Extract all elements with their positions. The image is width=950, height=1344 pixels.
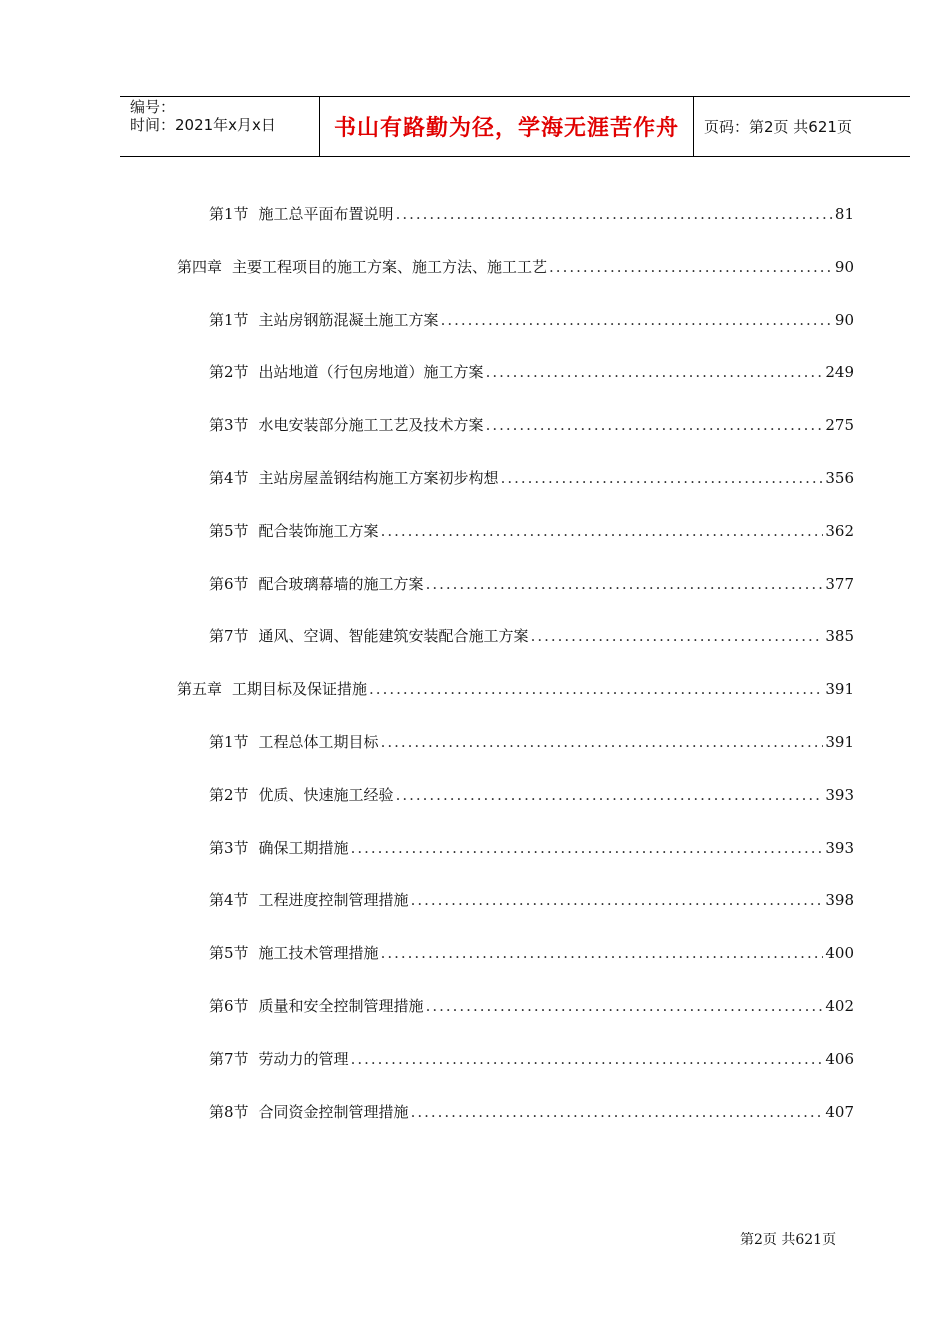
toc-entry-page: 406: [825, 1049, 854, 1068]
toc-entry-title: 主站房钢筋混凝土施工方案: [258, 310, 439, 329]
toc-entry-page: 385: [825, 627, 854, 646]
page-footer: [740, 1229, 860, 1249]
document-code-label: 编号：: [130, 98, 176, 116]
toc-entry-page: 393: [825, 785, 854, 804]
toc-dot-leader: [486, 411, 824, 439]
toc-section-entry[interactable]: [209, 1098, 854, 1126]
toc-entry-number: 第1节: [209, 733, 249, 751]
header-page-cell: [694, 97, 910, 156]
toc-entry-number: 第7节: [209, 1049, 249, 1068]
toc-entry-page: 275: [825, 416, 854, 435]
toc-entry-title: 优质、快速施工经验: [258, 785, 394, 804]
toc-section-entry[interactable]: [209, 464, 854, 492]
toc-entry-title: 质量和安全控制管理措施: [258, 997, 424, 1015]
toc-section-entry[interactable]: [209, 992, 854, 1020]
toc-entry-page: 362: [825, 521, 854, 540]
toc-entry-page: 391: [825, 733, 854, 751]
document-time: 时间：2021年x月x日: [130, 116, 276, 134]
toc-entry-number: 第3节: [209, 416, 249, 435]
header-motto: 书山有路勤为径，学海无涯苦作舟: [333, 116, 679, 141]
toc-dot-leader: [369, 675, 823, 703]
toc-entry-number: 第8节: [209, 1102, 249, 1121]
toc-entry-page: 356: [825, 469, 854, 487]
toc-entry-title: 劳动力的管理: [258, 1049, 349, 1068]
toc-entry-number: 第四章: [177, 257, 223, 276]
header-meta-cell: [120, 97, 320, 156]
header-motto-cell: [320, 97, 694, 156]
toc-entry-page: 407: [825, 1102, 854, 1121]
toc-entry-number: 第2节: [209, 785, 249, 804]
toc-entry-page: 398: [825, 891, 854, 910]
toc-dot-leader: [396, 200, 833, 228]
toc-entry-number: 第4节: [209, 469, 249, 487]
toc-entry-title: 工程进度控制管理措施: [258, 891, 409, 910]
toc-entry-title: 施工技术管理措施: [258, 944, 379, 963]
toc-entry-page: 400: [825, 944, 854, 963]
toc-entry-number: 第4节: [209, 891, 249, 910]
toc-entry-title: 工程总体工期目标: [258, 733, 379, 751]
toc-entry-page: 402: [825, 997, 854, 1015]
toc-section-entry[interactable]: [209, 781, 854, 809]
toc-entry-page: 393: [825, 838, 854, 857]
toc-section-entry[interactable]: [209, 622, 854, 650]
toc-dot-leader: [396, 781, 824, 809]
header-page-info: 页码：第2页 共621页: [704, 118, 852, 136]
toc-dot-leader: [351, 1045, 824, 1073]
toc-entry-title: 主站房屋盖钢结构施工方案初步构想: [258, 469, 499, 487]
toc-entry-number: 第2节: [209, 363, 249, 382]
toc-chapter-entry[interactable]: [177, 253, 854, 281]
toc-dot-leader: [549, 253, 833, 281]
toc-entry-title: 合同资金控制管理措施: [258, 1102, 409, 1121]
toc-section-entry[interactable]: [209, 728, 854, 756]
toc-dot-leader: [426, 992, 824, 1020]
toc-dot-leader: [381, 517, 824, 545]
toc-entry-title: 工期目标及保证措施: [232, 680, 368, 699]
toc-dot-leader: [501, 464, 824, 492]
toc-dot-leader: [351, 834, 824, 862]
toc-entry-page: 81: [834, 205, 854, 223]
toc-dot-leader: [381, 939, 824, 967]
toc-dot-leader: [411, 886, 824, 914]
toc-entry-title: 配合玻璃幕墙的施工方案: [258, 574, 424, 593]
toc-section-entry[interactable]: [209, 1045, 854, 1073]
toc-entry-number: 第1节: [209, 205, 249, 223]
toc-entry-number: 第五章: [177, 680, 223, 699]
toc-section-entry[interactable]: [209, 834, 854, 862]
toc-entry-page: 249: [825, 363, 854, 382]
toc-entry-page: 391: [825, 680, 854, 699]
page-header: [120, 96, 910, 157]
toc-section-entry[interactable]: [209, 570, 854, 598]
toc-section-entry[interactable]: [209, 939, 854, 967]
toc-entry-number: 第5节: [209, 944, 249, 963]
toc-entry-number: 第5节: [209, 521, 249, 540]
toc-section-entry[interactable]: [209, 517, 854, 545]
toc-dot-leader: [411, 1098, 824, 1126]
toc-section-entry[interactable]: [209, 411, 854, 439]
toc-section-entry[interactable]: [209, 306, 854, 334]
toc-chapter-entry[interactable]: [177, 675, 854, 703]
toc-entry-page: 90: [834, 310, 854, 329]
toc-dot-leader: [426, 570, 824, 598]
footer-page-info: 第2页 共621页: [740, 1232, 837, 1248]
toc-dot-leader: [531, 622, 824, 650]
toc-entry-number: 第6节: [209, 997, 249, 1015]
toc-dot-leader: [486, 358, 824, 386]
toc-entry-page: 377: [825, 574, 854, 593]
toc-entry-title: 施工总平面布置说明: [258, 205, 394, 223]
toc-entry-title: 配合装饰施工方案: [258, 521, 379, 540]
toc-section-entry[interactable]: [209, 200, 854, 228]
toc-entry-page: 90: [834, 257, 854, 276]
toc-entry-title: 通风、空调、智能建筑安装配合施工方案: [258, 627, 529, 646]
toc-entry-title: 主要工程项目的施工方案、施工方法、施工工艺: [232, 257, 548, 276]
toc-entry-number: 第3节: [209, 838, 249, 857]
toc-section-entry[interactable]: [209, 358, 854, 386]
toc-entry-number: 第7节: [209, 627, 249, 646]
toc-entry-title: 水电安装部分施工工艺及技术方案: [258, 416, 484, 435]
toc-entry-title: 出站地道（行包房地道）施工方案: [258, 363, 484, 382]
toc-dot-leader: [381, 728, 824, 756]
toc-dot-leader: [441, 306, 833, 334]
toc-entry-title: 确保工期措施: [258, 838, 349, 857]
toc-entry-number: 第1节: [209, 310, 249, 329]
toc-entry-number: 第6节: [209, 574, 249, 593]
toc-section-entry[interactable]: [209, 886, 854, 914]
